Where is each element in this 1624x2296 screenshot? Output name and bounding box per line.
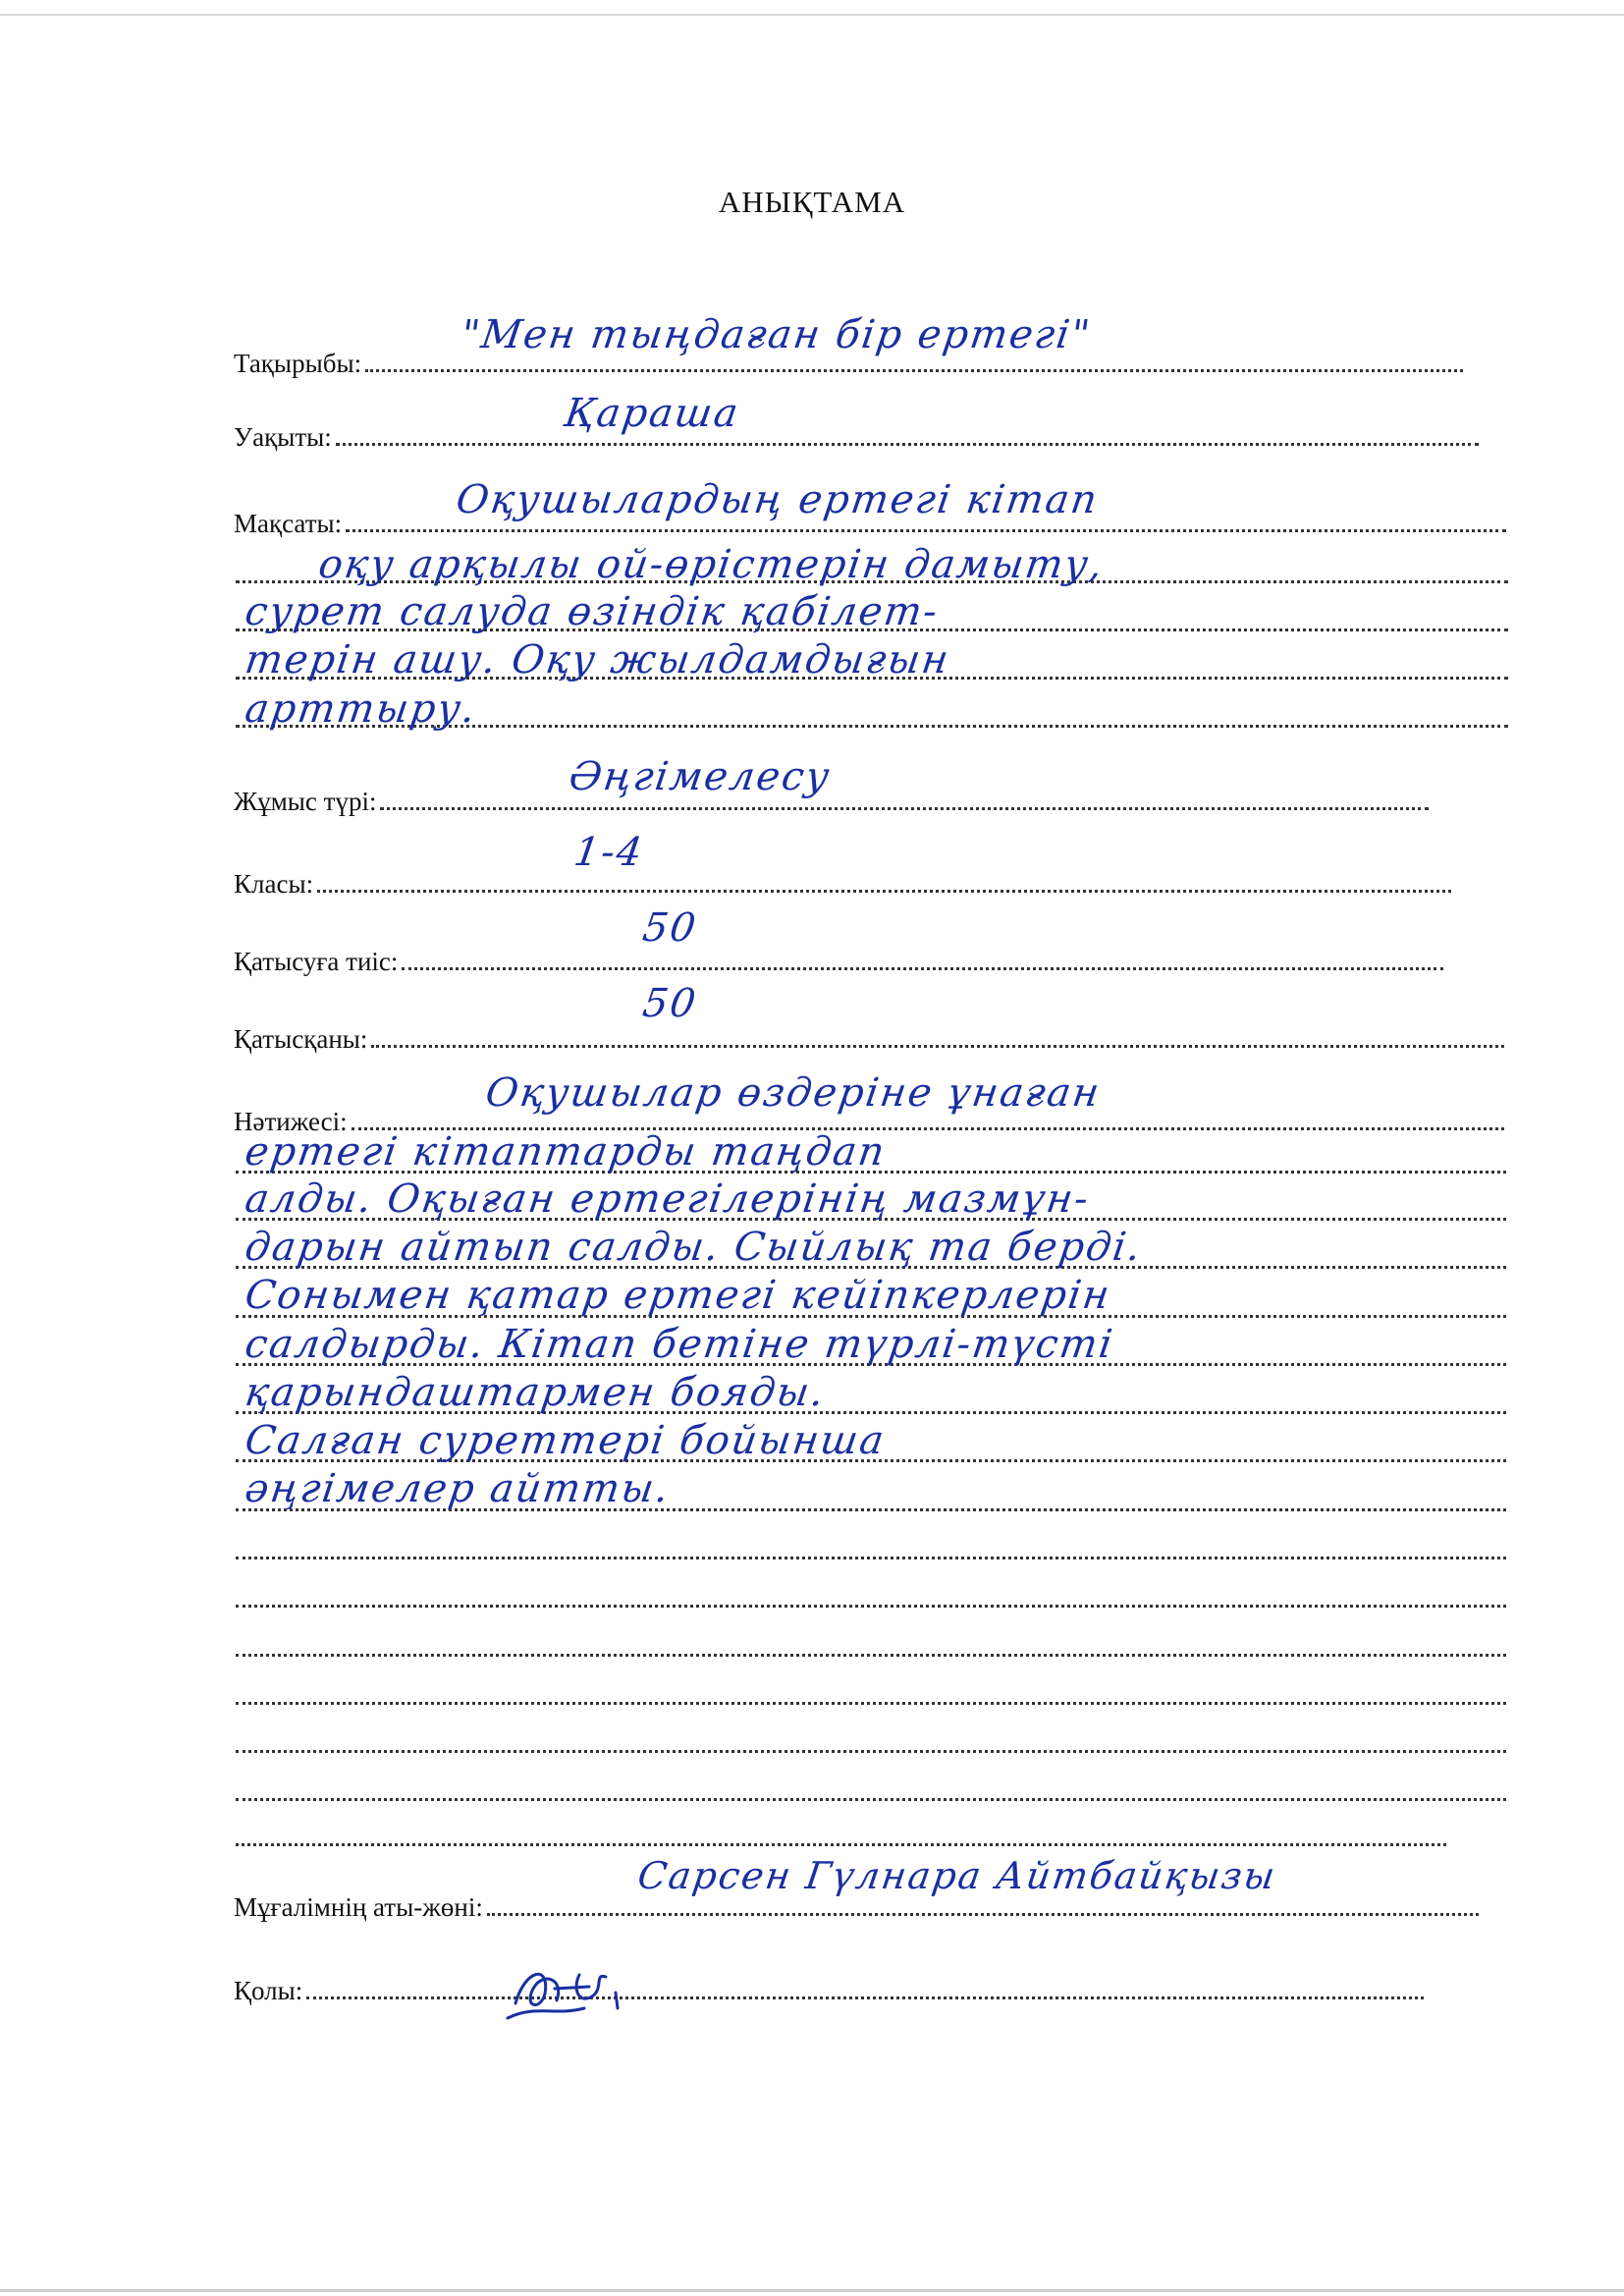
time-value: Қараша	[561, 391, 743, 436]
result-line-16	[236, 1843, 1446, 1846]
goal-text-line-4: терін ашу. Оқу жылдамдығын	[242, 637, 953, 683]
class-row	[234, 860, 1451, 900]
scan-edge-top	[0, 14, 1624, 16]
signature-label: Қолы:	[234, 1976, 303, 2005]
attended-row	[234, 1015, 1504, 1055]
time-row	[234, 413, 1479, 453]
signature-dotted-line	[306, 1996, 1424, 1999]
class-label: Класы:	[234, 869, 314, 899]
result-line-14	[236, 1750, 1506, 1753]
topic-value: "Мен тыңдаған бір ертегі"	[458, 312, 1095, 357]
should-attend-dotted-line	[402, 967, 1443, 970]
should-attend-value: 50	[639, 905, 701, 951]
time-label: Уақыты:	[234, 422, 332, 452]
class-value: 1-4	[570, 830, 647, 875]
document-title: АНЫҚТАМА	[718, 185, 906, 219]
work-type-value: Әңгімелесу	[566, 754, 835, 799]
goal-dotted-line	[346, 529, 1506, 532]
work-type-label: Жұмыс түрі:	[234, 787, 377, 816]
result-line-13	[236, 1702, 1506, 1705]
teacher-label: Мұғалімнің аты-жөні:	[234, 1892, 483, 1922]
result-text-line-9: әңгімелер айтты.	[242, 1466, 674, 1511]
result-text-line-8: Салған суреттері бойынша	[242, 1418, 889, 1463]
result-line-11	[236, 1605, 1506, 1608]
goal-text-line-1: Оқушылардың ертегі кітап	[453, 477, 1102, 522]
teacher-dotted-line	[487, 1913, 1479, 1916]
result-text-line-2: ертегі кітаптарды таңдап	[242, 1129, 890, 1175]
goal-label: Мақсаты:	[234, 509, 343, 538]
work-type-dotted-line	[380, 807, 1429, 810]
signature-row	[234, 1967, 1424, 2006]
goal-text-line-3: сурет салуда өзіндік қабілет-	[242, 589, 943, 634]
should-attend-label: Қатысуға тиіс:	[234, 947, 399, 976]
result-label: Нәтижесі:	[234, 1107, 348, 1136]
attended-label: Қатысқаны:	[234, 1024, 368, 1054]
result-text-line-3: алды. Оқыған ертегілерінің мазмұн-	[242, 1176, 1094, 1222]
result-line-10	[236, 1557, 1506, 1559]
result-text-line-7: қарындаштармен бояды.	[242, 1370, 829, 1415]
goal-text-line-5: арттыру.	[242, 686, 480, 732]
result-text-line-6: салдырды. Кітап бетіне түрлі-түсті	[242, 1322, 1117, 1367]
attended-value: 50	[639, 981, 701, 1026]
topic-dotted-line	[365, 369, 1463, 372]
time-dotted-line	[336, 443, 1479, 446]
result-text-line-1: Оқушылар өздеріне ұнаған	[482, 1070, 1105, 1116]
attended-dotted-line	[371, 1045, 1504, 1048]
goal-text-line-2: оқу арқылы ой-өрістерін дамыту,	[315, 542, 1108, 587]
result-text-line-4: дарын айтып салды. Сыйлық та берді.	[242, 1225, 1146, 1270]
result-line-15	[236, 1798, 1506, 1801]
scan-edge-bottom	[0, 2289, 1624, 2292]
topic-label: Тақырыбы:	[234, 349, 362, 378]
handwritten-signature	[496, 1949, 663, 2028]
result-line-12	[236, 1654, 1506, 1657]
work-type-row	[234, 778, 1429, 817]
class-dotted-line	[317, 890, 1451, 893]
result-text-line-5: Сонымен қатар ертегі кейіпкерлерін	[242, 1273, 1114, 1318]
teacher-value: Сарсен Гүлнара Айтбайқызы	[634, 1854, 1280, 1897]
should-attend-row	[234, 938, 1443, 977]
